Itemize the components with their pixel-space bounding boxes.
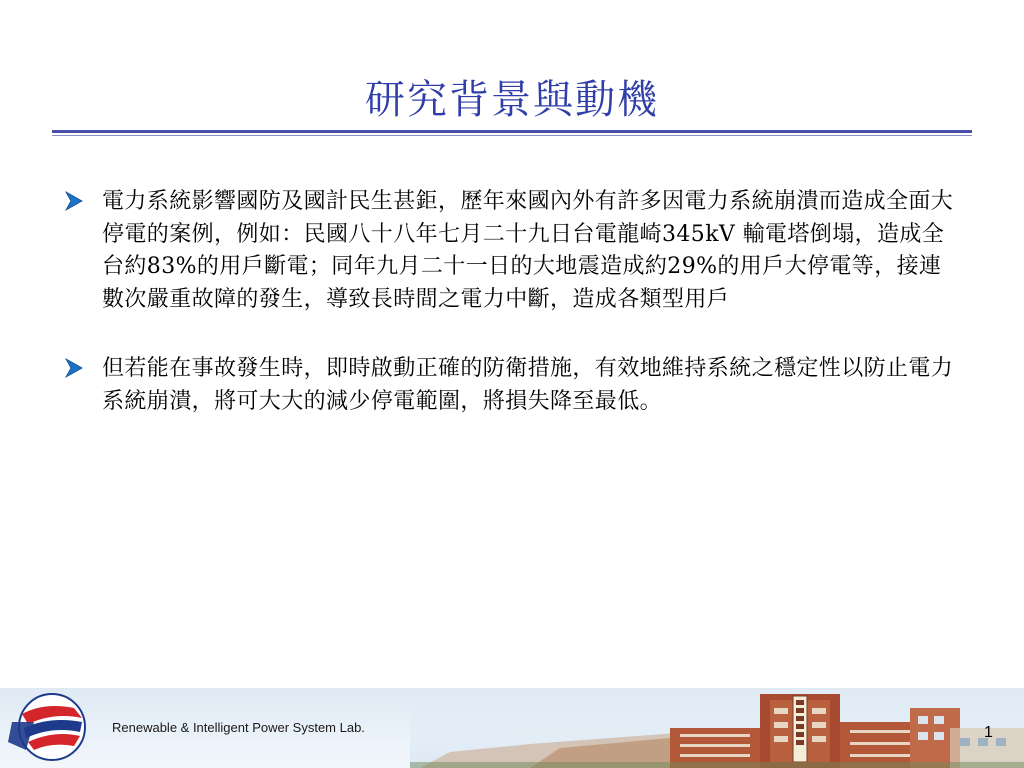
lab-name: Renewable & Intelligent Power System Lab.: [112, 720, 365, 735]
page-number: 1: [984, 724, 993, 741]
campus-building-image: [410, 688, 1024, 768]
title-divider: [52, 130, 972, 136]
arrow-bullet-icon: [64, 357, 84, 379]
bullet-item: [64, 186, 964, 316]
university-logo-icon: [4, 692, 100, 762]
slide-footer: [0, 688, 1024, 768]
bullet-text: 電力系統影響國防及國計民生甚鉅，歷年來國內外有許多因電力系統崩潰而造成全面大停電的案例，例如：民國八十八年七月二十九日台電龍崎345kV 輸電塔倒塌，造成全台約83%的用戶斷電；同年九月二十一日的大地震造成約29%的用戶大停電等，接連數次嚴重故障的發生，導致長時間之電力中斷，造成各類型用戶: [102, 189, 954, 312]
bullet-text: 但若能在事故發生時，即時啟動正確的防衛措施，有效地維持系統之穩定性以防止電力系統崩潰，將可大大的減少停電範圍，將損失降至最低。: [102, 356, 954, 414]
arrow-bullet-icon: [64, 190, 84, 212]
bullet-item: [64, 353, 964, 418]
bullet-list: [64, 186, 964, 455]
slide-title: 研究背景與動機: [365, 77, 659, 123]
